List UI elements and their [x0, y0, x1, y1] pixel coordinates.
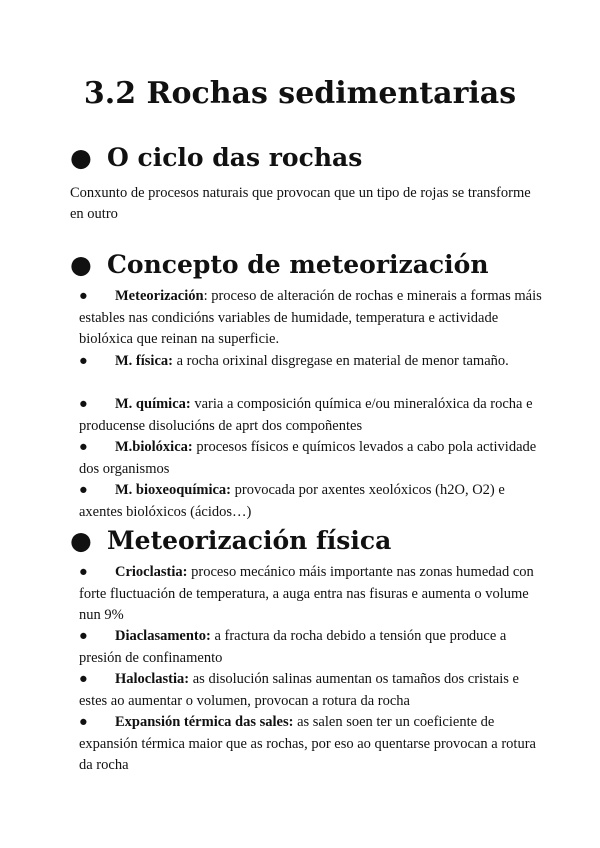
- page-title: 3.2 Rochas sedimentarias: [83, 76, 517, 111]
- list-item-m-bioxeoquimica: [79, 480, 549, 523]
- term-label: M.biolóxica:: [115, 439, 193, 455]
- term-label: M. bioxeoquímica:: [115, 482, 231, 498]
- section-heading-text: Concepto de meteorización: [107, 250, 489, 279]
- term-definition: varia a composición química e/ou mineralóxica da rocha e producense disolucións de aprt dos compoñentes: [79, 396, 533, 434]
- term-label: Crioclastia:: [115, 564, 188, 580]
- bullet-icon: ●: [70, 526, 92, 555]
- term-definition: provocada por axentes xeolóxicos (h2O, O2) e axentes biolóxicos (ácidos…): [79, 482, 505, 520]
- term-definition: as disolución salinas aumentan os tamaños dos cristais e estes ao aumentar o volumen, provocan a rotura da rocha: [79, 671, 519, 709]
- section-heading-weathering-concept: [70, 249, 489, 281]
- bullet-icon: ●: [79, 396, 88, 412]
- bullet-icon: ●: [79, 628, 88, 644]
- list-item-m-bioloxica: [79, 437, 549, 480]
- term-label: M. química:: [115, 396, 191, 412]
- section-heading-text: Meteorización física: [107, 526, 392, 555]
- list-item-crioclastia: [79, 562, 549, 627]
- term-definition: : proceso de alteración de rochas e minerais a formas máis estables nas condicións variables de humidade, temperatura e actividade biolóxica que reinan na superficie.: [79, 288, 542, 347]
- list-item-diaclasamento: [79, 626, 549, 669]
- section-heading-physical-weathering: [70, 525, 391, 557]
- bullet-icon: ●: [79, 714, 88, 730]
- term-definition: as salen soen ter un coeficiente de expansión térmica maior que as rochas, por eso ao quentarse provocan a rotura da rocha: [79, 714, 536, 773]
- list-item-expansion-termica: [79, 712, 549, 777]
- term-label: Diaclasamento:: [115, 628, 211, 644]
- term-definition: proceso mecánico máis importante nas zonas humedad con forte fluctuación de temperatura, a auga entra nas fisuras e aumenta o volume nun 9%: [79, 564, 534, 623]
- term-label: M. física:: [115, 353, 173, 369]
- bullet-icon: ●: [70, 250, 92, 279]
- bullet-icon: ●: [79, 564, 88, 580]
- bullet-icon: ●: [79, 439, 88, 455]
- term-label: Expansión térmica das sales:: [115, 714, 294, 730]
- rock-cycle-definition: Conxunto de procesos naturais que provocan que un tipo de rojas se transforme en outro: [70, 185, 531, 222]
- bullet-icon: ●: [79, 353, 88, 369]
- section-heading-text: O ciclo das rochas: [107, 143, 363, 172]
- section-heading-rock-cycle: [70, 142, 362, 174]
- term-definition: procesos físicos e químicos levados a cabo pola actividade dos organismos: [79, 439, 537, 477]
- bullet-icon: ●: [79, 288, 88, 304]
- list-item-meteorizacion: [79, 286, 549, 351]
- bullet-icon: ●: [79, 482, 88, 498]
- term-label: Haloclastia:: [115, 671, 190, 687]
- list-item-m-fisica: [79, 351, 549, 373]
- bullet-icon: ●: [70, 143, 92, 172]
- list-item-m-quimica: [79, 394, 549, 437]
- term-label: Meteorización: [115, 288, 204, 304]
- term-definition: a rocha orixinal disgregase en material de menor tamaño.: [172, 353, 509, 369]
- list-item-haloclastia: [79, 669, 549, 712]
- term-definition: a fractura da rocha debido a tensión que produce a presión de confinamento: [79, 628, 507, 666]
- bullet-icon: ●: [79, 671, 88, 687]
